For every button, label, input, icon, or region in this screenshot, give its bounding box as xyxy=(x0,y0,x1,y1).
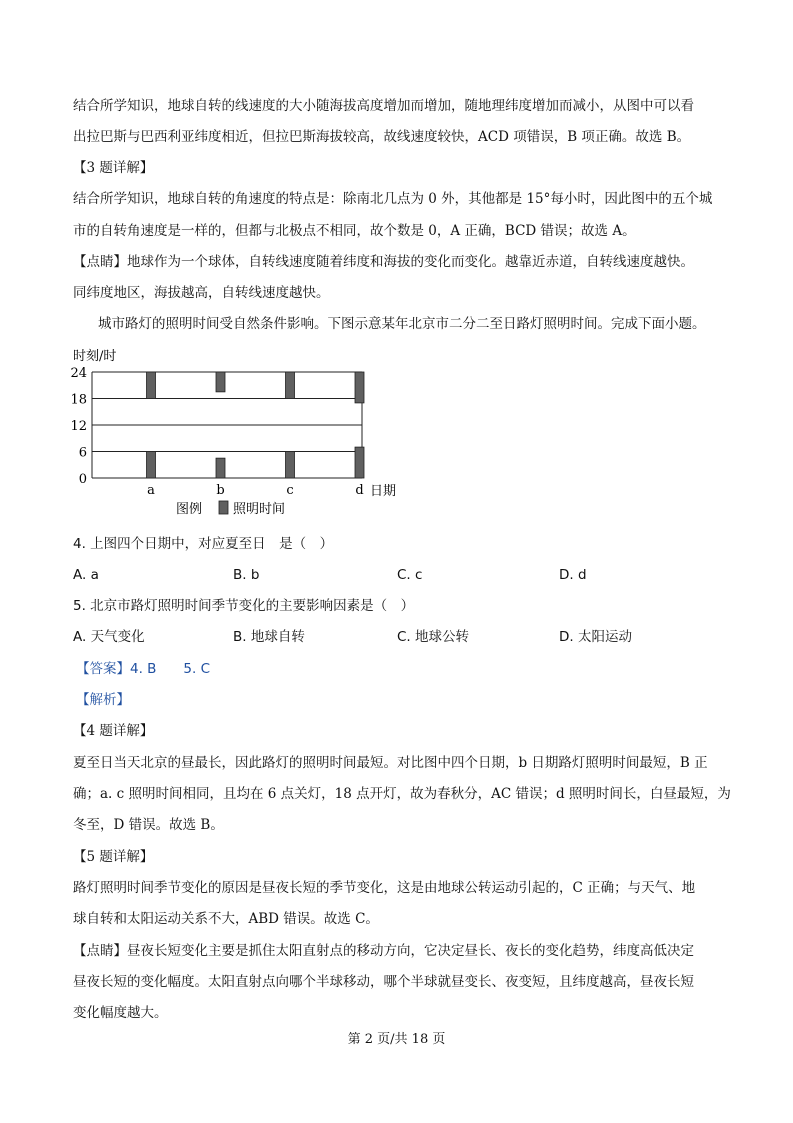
legend-label: 照明时间 xyxy=(233,502,286,517)
legend-swatch xyxy=(219,501,228,514)
x-tick-label: c xyxy=(286,483,294,498)
tip-line: 【点睛】昼夜长短变化主要是抓住太阳直射点的移动方向，它决定昼长、夜长的变化趋势，纬度高低决定 xyxy=(73,943,694,959)
y-tick-label: 0 xyxy=(78,472,87,487)
q5-option-a: A. 天气变化 xyxy=(73,629,145,645)
legend-title: 图例 xyxy=(176,502,203,517)
q5-option-d: D. 太阳运动 xyxy=(559,629,632,645)
chart-grid xyxy=(92,372,362,478)
q5-option-c: C. 地球公转 xyxy=(397,629,470,645)
x-tick-label: b xyxy=(216,483,225,498)
y-tick-label: 18 xyxy=(70,392,87,408)
y-tick-label: 24 xyxy=(70,366,87,381)
bar-d xyxy=(355,372,364,403)
text-line: 同纬度地区，海拔越高，自转线速度越快。 xyxy=(73,285,330,301)
text-line: 路灯照明时间季节变化的原因是昼夜长短的季节变化，这是由地球公转运动引起的，C 正确；与天气、地 xyxy=(73,880,696,896)
text-line: 变化幅度越大。 xyxy=(73,1005,168,1021)
y-axis-label: 时刻/时 xyxy=(73,349,117,364)
q4-option-b: B. b xyxy=(233,567,260,583)
text-line: 昼夜长短的变化幅度。太阳直射点向哪个半球移动，哪个半球就昼变长、夜变短，且纬度越高，昼夜长短 xyxy=(73,974,694,990)
q4-option-c: C. c xyxy=(397,567,423,583)
text-line: 夏至日当天北京的昼最长，因此路灯的照明时间最短。对比图中四个日期，b 日期路灯照明时间最短，B 正 xyxy=(73,755,708,771)
q4-option-d: D. d xyxy=(559,567,587,583)
y-tick-label: 12 xyxy=(70,419,87,434)
bar-c xyxy=(286,452,295,479)
section-heading: 【5 题详解】 xyxy=(73,849,154,865)
x-tick-label: a xyxy=(147,483,155,498)
bar-b xyxy=(216,458,225,478)
text-line: 结合所学知识，地球自转的角速度的特点是：除南北几点为 0 外，其他都是 15°每小时，因此图中的五个城 xyxy=(73,191,713,207)
answer-line: 【答案】4. B 5. C xyxy=(76,661,211,677)
page-footer: 第 2 页/共 18 页 xyxy=(347,1032,446,1047)
y-tick-label: 6 xyxy=(78,445,87,461)
section-heading: 【4 题详解】 xyxy=(73,723,154,739)
q5-option-b: B. 地球自转 xyxy=(233,629,305,645)
bar-d xyxy=(355,447,364,478)
x-tick-label: d xyxy=(355,483,364,498)
question-5-stem: 5. 北京市路灯照明时间季节变化的主要影响因素是（ ） xyxy=(73,598,415,614)
y-ticks xyxy=(70,366,87,487)
text-line: 出拉巴斯与巴西利亚纬度相近，但拉巴斯海拔较高，故线速度较快，ACD 项错误，B 项正确。故选 B。 xyxy=(73,129,691,145)
bar-a xyxy=(147,452,156,479)
text-line: 结合所学知识，地球自转的线速度的大小随海拔高度增加而增加，随地理纬度增加而减小，从图中可以看 xyxy=(73,98,694,114)
question-intro: 城市路灯的照明时间受自然条件影响。下图示意某年北京市二分二至日路灯照明时间。完成下面小题。 xyxy=(98,316,706,332)
analysis-heading: 【解析】 xyxy=(76,692,130,708)
q4-option-a: A. a xyxy=(73,567,99,583)
text-line: 市的自转角速度是一样的，但都与北极点不相同，故个数是 0，A 正确，BCD 错误；故选 A。 xyxy=(73,223,636,239)
text-line: 球自转和太阳运动关系不大，ABD 错误。故选 C。 xyxy=(73,911,379,927)
text-line: 确；a. c 照明时间相同，且均在 6 点关灯，18 点开灯，故为春秋分，AC 错误；d 照明时间长，白昼最短，为 xyxy=(73,786,731,802)
lighting-time-chart xyxy=(70,346,430,518)
bar-b xyxy=(216,372,225,392)
bar-a xyxy=(147,372,156,399)
x-ticks xyxy=(147,483,364,498)
question-4-stem: 4. 上图四个日期中，对应夏至日 是（ ） xyxy=(73,536,334,552)
x-axis-label: 日期 xyxy=(370,484,397,499)
text-line: 冬至，D 错误。故选 B。 xyxy=(73,817,224,833)
section-heading: 【3 题详解】 xyxy=(73,160,154,176)
bar-c xyxy=(286,372,295,399)
tip-line: 【点睛】地球作为一个球体，自转线速度随着纬度和海拔的变化而变化。越靠近赤道，自转线速度越快。 xyxy=(73,254,694,270)
